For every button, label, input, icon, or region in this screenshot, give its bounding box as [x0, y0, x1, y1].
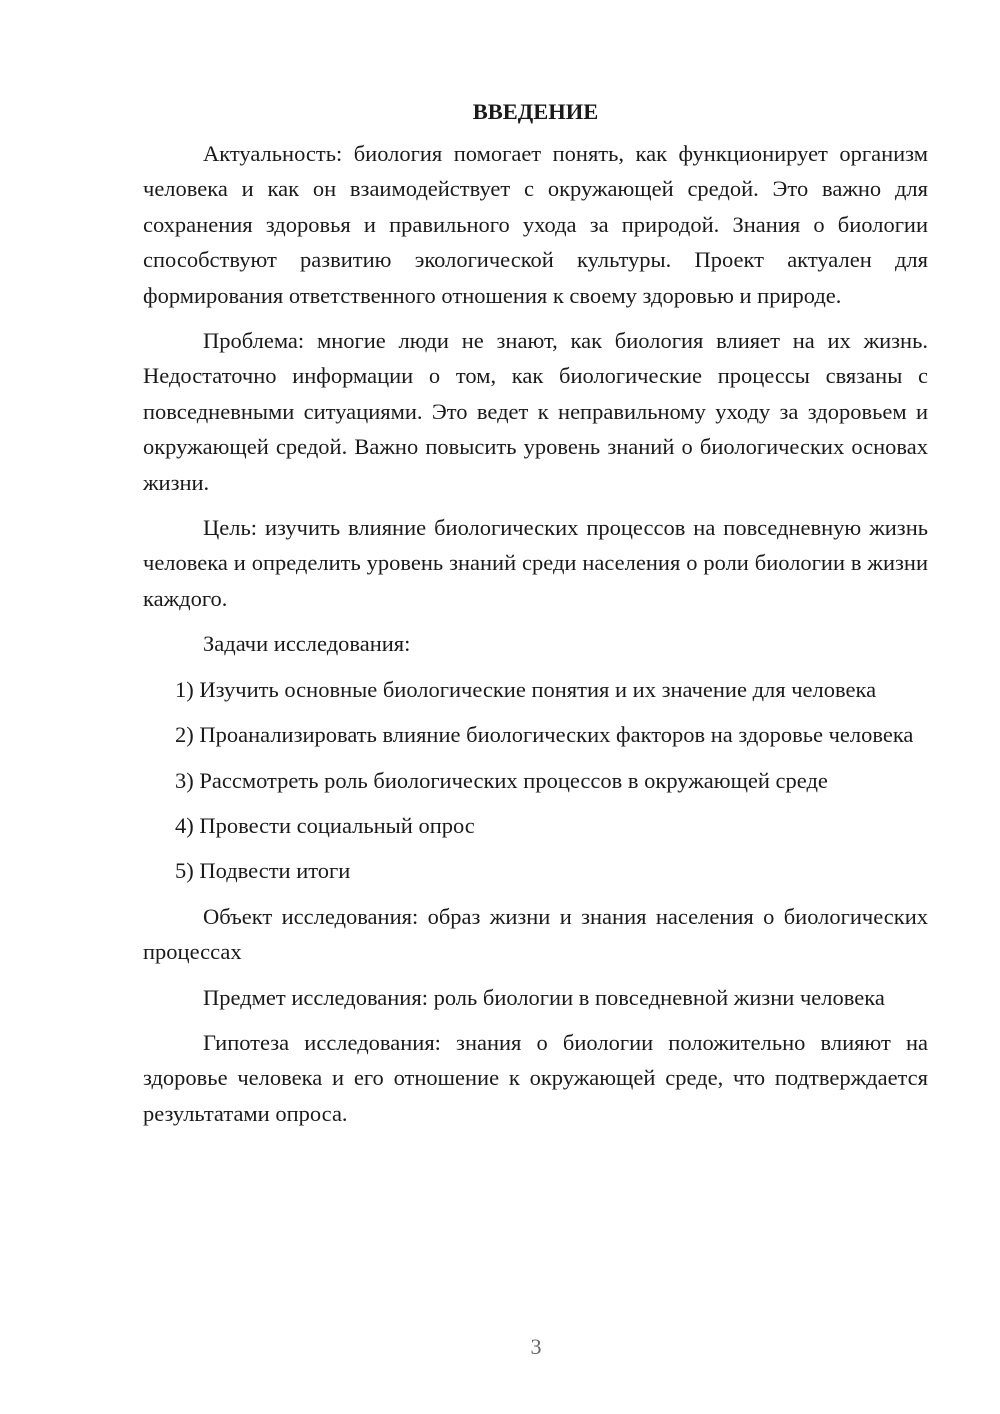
- page-content: [143, 96, 928, 1141]
- tasks-heading: Задачи исследования:: [203, 631, 411, 657]
- task-item-4: 4) Провести социальный опрос: [175, 812, 475, 838]
- paragraph-subject: Предмет исследования: роль биологии в повседневной жизни человека: [203, 984, 885, 1010]
- task-item-1: 1) Изучить основные биологические понятия и их значение для человека: [175, 676, 877, 702]
- paragraph-goal: Цель: изучить влияние биологических процессов на повседневную жизнь человека и определить уровень знаний среди населения о роли биологии в жизни каждого.: [143, 515, 928, 611]
- paragraph-relevance: Актуальность: биология помогает понять, как функционирует организм человека и как он взаимодействует с окружающей средой. Это важно для сохранения здоровья и правильного ухода за природой. Знания о биологии способствуют развитию экологической культуры. Проект актуален для формирования ответственного отношения к своему здоровью и природе.: [143, 141, 928, 308]
- paragraph-hypothesis: Гипотеза исследования: знания о биологии положительно влияют на здоровье человека и его отношение к окружающей среде, что подтверждается результатами опроса.: [143, 1029, 928, 1126]
- task-item-3: 3) Рассмотреть роль биологических процессов в окружающей среде: [175, 767, 828, 793]
- task-item-2: 2) Проанализировать влияние биологических факторов на здоровье человека: [175, 722, 914, 748]
- task-item-5: 5) Подвести итоги: [175, 858, 351, 884]
- paragraph-problem: Проблема: многие люди не знают, как биология влияет на их жизнь. Недостаточно информации о том, как биологические процессы связаны с повседневными ситуациями. Это ведет к неправильному уходу за здоровьем и окружающей средой. Важно повысить уровень знаний о биологических основах жизни.: [143, 328, 928, 495]
- section-title: ВВЕДЕНИЕ: [472, 99, 599, 124]
- paragraph-object: Объект исследования: образ жизни и знания населения о биологических процессах: [143, 903, 928, 965]
- page-number: 3: [530, 1334, 542, 1359]
